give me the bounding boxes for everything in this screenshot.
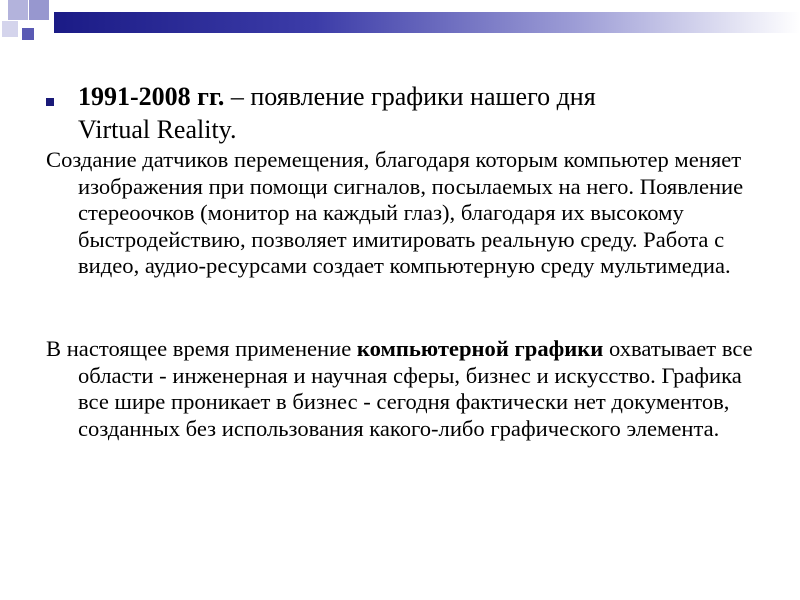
heading-years: 1991-2008 гг.: [78, 82, 225, 111]
paragraph-virtual-reality: Создание датчиков перемещения, благодаря которым компьютер меняет изображения при помощи сигналов, посылаемых на него. Появление стереоочков (монитор на каждый глаз), благодаря их высокому быстродействию, позволяет имитировать реальную среду. Работа с видео, аудио-ресурсами создает компьютерную среду мультимедиа.: [46, 147, 744, 278]
paragraph2-highlight: компьютерной графики: [356, 336, 604, 361]
bullet-square-icon: [46, 98, 54, 106]
heading-subtitle: Virtual Reality.: [78, 115, 237, 144]
paragraph2-rest: охватывает все области - инженерная и научная сферы, бизнес и искусство. Графика все шире проникает в бизнес - сегодня фактически нет документов, созданных без использования какого-либо графического элемента.: [78, 336, 753, 441]
slide-heading: [78, 80, 768, 146]
paragraph2-intro: В настоящее время применение: [46, 336, 357, 361]
paragraph-computer-graphics: [46, 336, 778, 442]
heading-title: – появление графики нашего дня: [224, 82, 596, 111]
